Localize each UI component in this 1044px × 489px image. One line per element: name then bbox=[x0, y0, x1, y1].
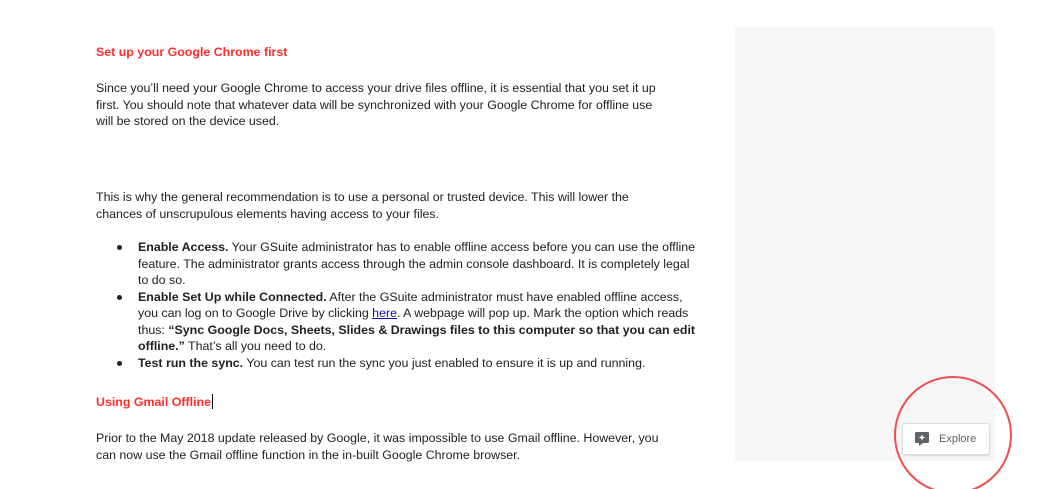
bullet-text: That’s all you need to do. bbox=[184, 339, 327, 353]
bullet-title: Test run the sync. bbox=[138, 355, 244, 370]
list-item bbox=[138, 355, 698, 372]
bullet-quote: “Sync Google Docs, Sheets, Slides & Drawings files to this computer so that you can edit offline.” bbox=[138, 322, 696, 353]
heading-gmail-offline-text: Using Gmail Offline bbox=[96, 395, 211, 409]
explore-icon bbox=[915, 432, 929, 446]
bullet-title: Enable Access. bbox=[138, 240, 229, 254]
list-item bbox=[138, 239, 698, 289]
bullet-list bbox=[96, 239, 698, 371]
bullet-text: You can test run the sync you just enabled to ensure it is up and running. bbox=[243, 355, 646, 370]
explore-label: Explore bbox=[939, 433, 977, 445]
explore-button[interactable] bbox=[902, 423, 990, 455]
bullet-text: . A webpage will pop up. Mark the option which reads thus: bbox=[138, 306, 689, 337]
bullet-text: After the GSuite administrator must have enabled offline access, you can log on to Google Drive by clicking bbox=[138, 289, 683, 320]
heading-setup-chrome: Set up your Google Chrome first bbox=[96, 45, 288, 59]
paragraph-gmail: Prior to the May 2018 update released by Google, it was impossible to use Gmail offline. However, you can now use the Gmail offline function in the in-built Google Chrome browser. bbox=[96, 431, 659, 462]
paragraph-intro: Since you’ll need your Google Chrome to access your drive files offline, it is essential that you set it up first. You should note that whatever data will be synchronized with your Google Chrome for offline use will be stored on the device used. bbox=[96, 81, 656, 128]
text-cursor bbox=[212, 394, 213, 409]
bullet-text: Your GSuite administrator has to enable offline access before you can use the offline feature. The administrator grants access through the admin console dashboard. It is completely legal to do so. bbox=[138, 240, 696, 287]
list-item bbox=[138, 289, 698, 355]
bullet-title: Enable Set Up while Connected. bbox=[138, 289, 327, 304]
paragraph-recommendation: This is why the general recommendation is to use a personal or trusted device. This will lower the chances of unscrupulous elements having access to your files. bbox=[96, 190, 629, 221]
here-link[interactable]: here bbox=[372, 306, 397, 320]
heading-gmail-offline bbox=[96, 394, 213, 411]
side-panel bbox=[735, 27, 995, 461]
